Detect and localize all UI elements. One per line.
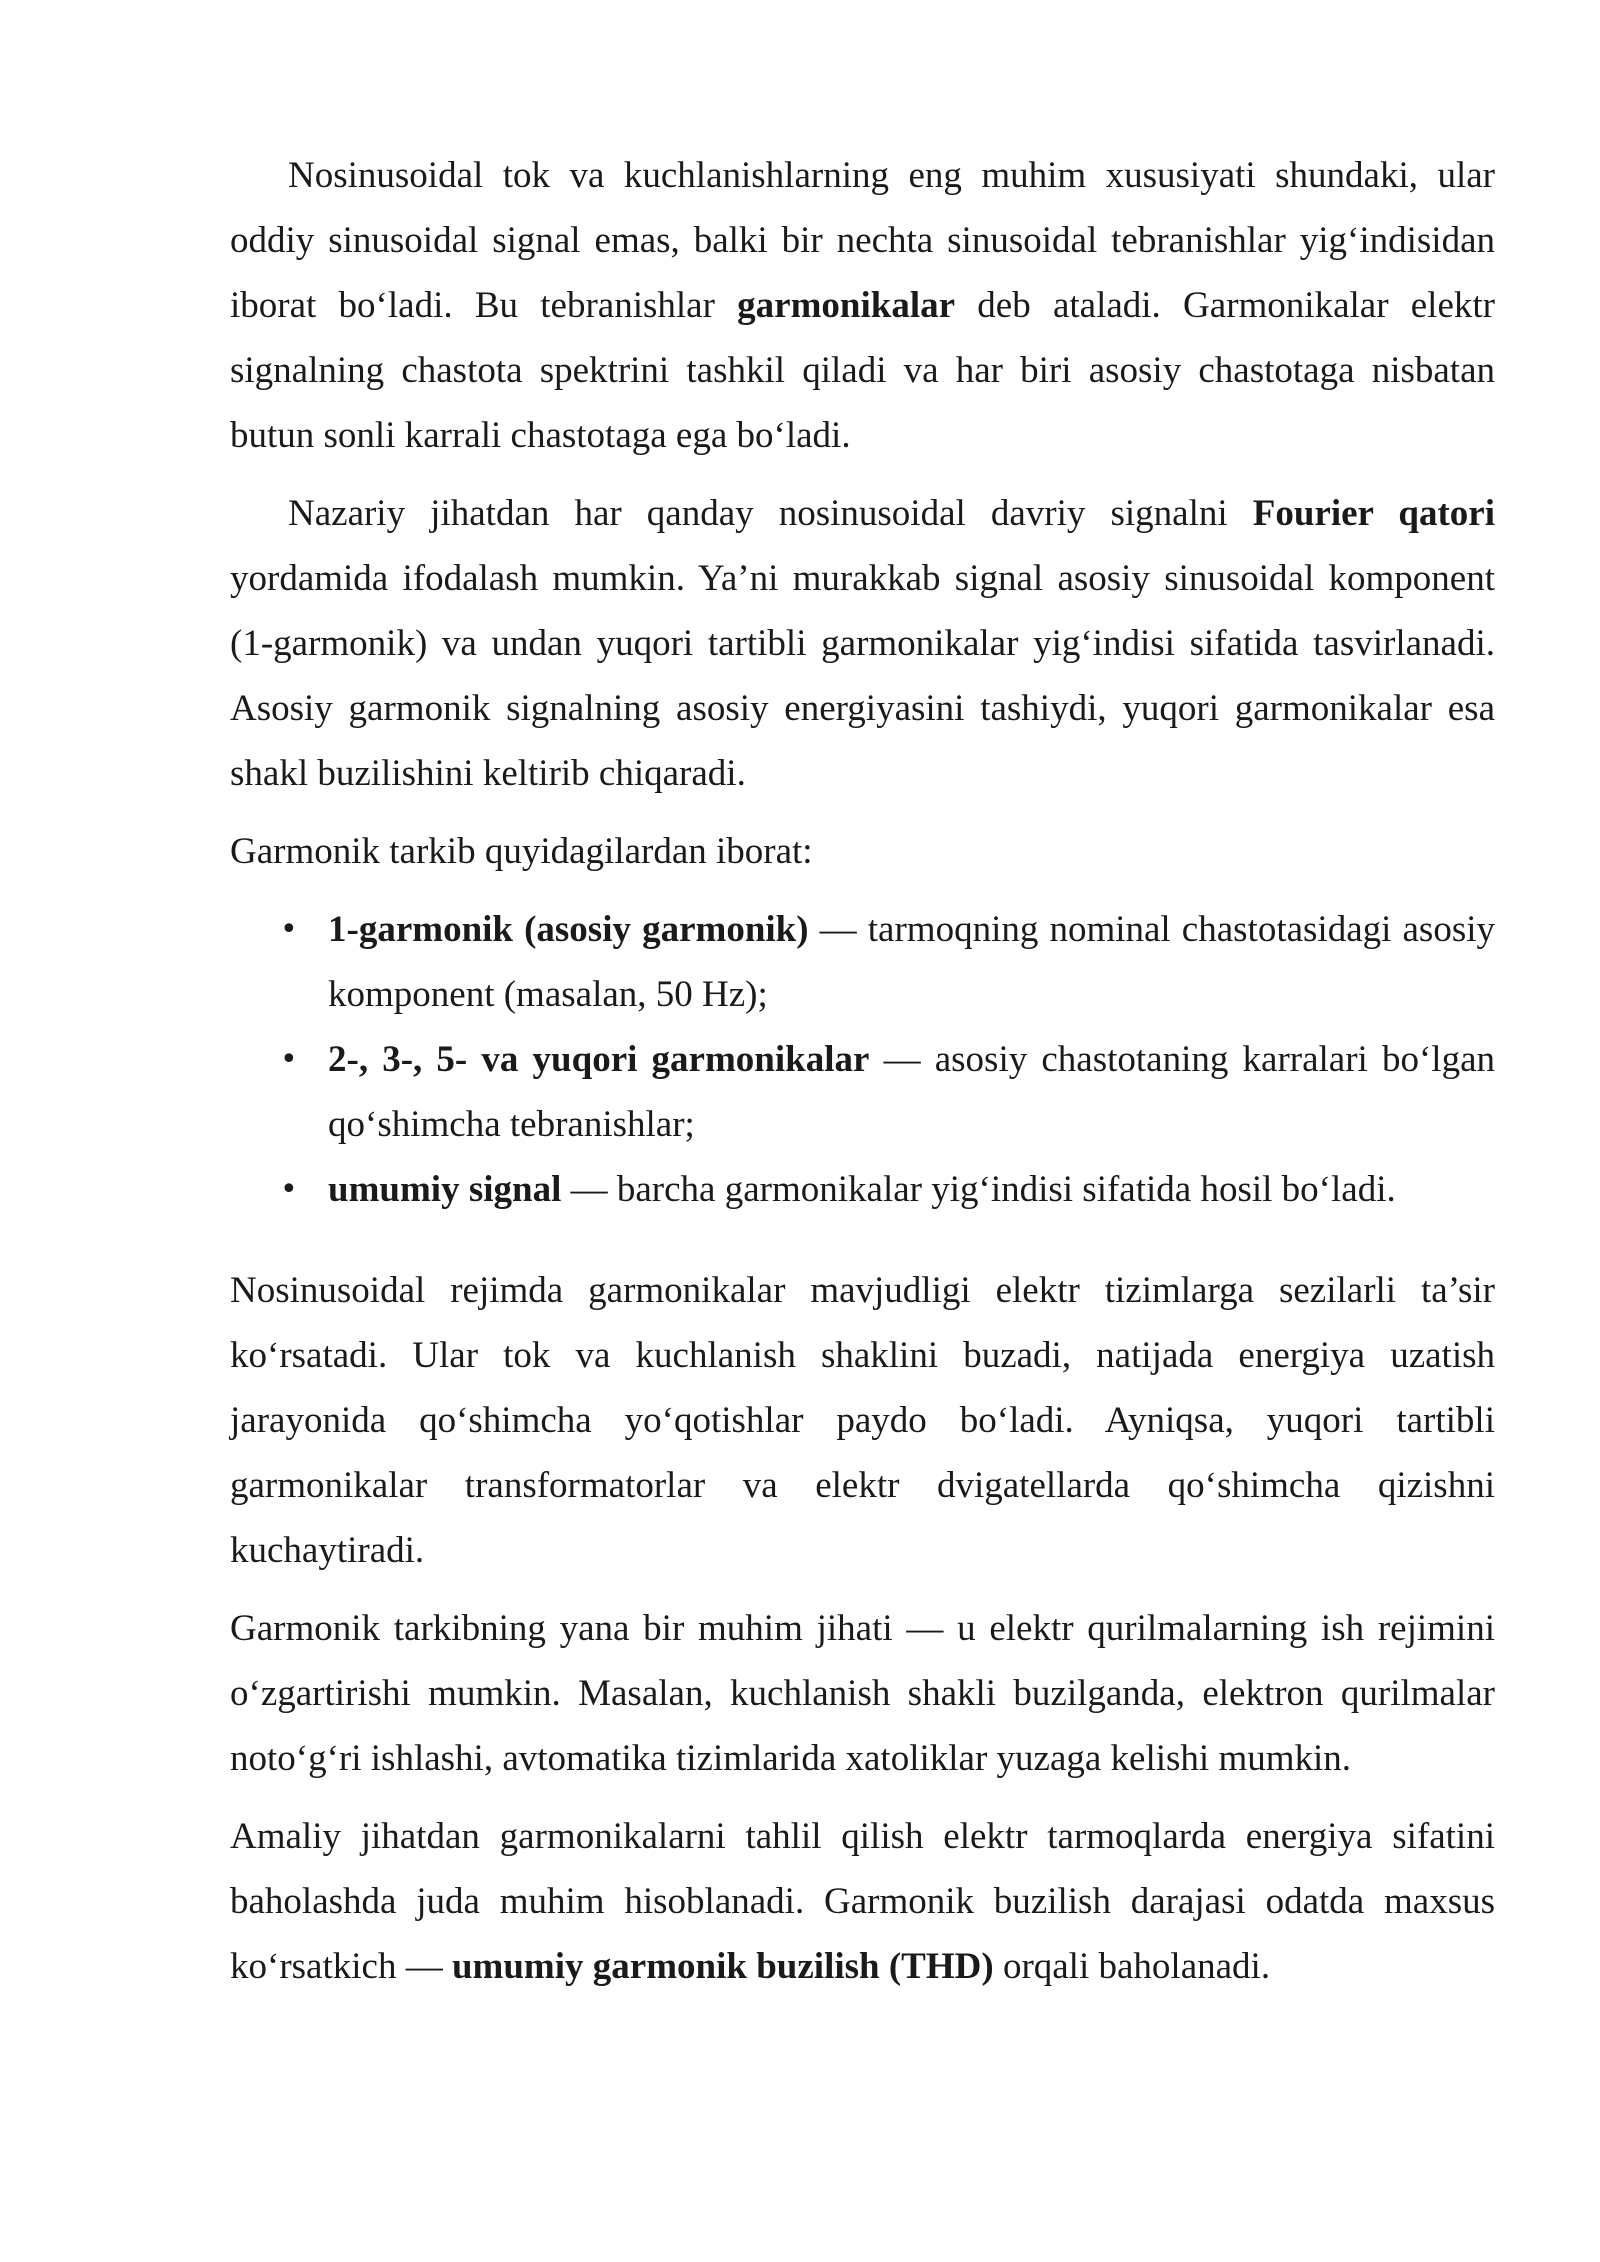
harmonic-composition-list	[230, 897, 1495, 1222]
text-run: Nosinusoidal rejimda garmonikalar mavjudligi elektr tizimlarga sezilarli ta’sir ko‘rsatadi. Ular tok va kuchlanish shaklini buzadi, natijada energiya uzatish jarayonida qo‘shimcha yo‘qotishlar paydo bo‘ladi. Ayniqsa, yuqori tartibli garmonikalar transformatorlar va elektr dvigatellarda qo‘shimcha qizishni kuchaytiradi.	[230, 1270, 1495, 1571]
paragraph-list-intro	[230, 819, 1495, 884]
paragraph-device-operation	[230, 1596, 1495, 1791]
list-item-term: umumiy signal	[328, 1169, 562, 1210]
list-item	[230, 897, 1495, 1027]
bullet-icon: •	[280, 1172, 298, 1207]
list-item	[230, 1027, 1495, 1157]
paragraph-thd	[230, 1804, 1495, 1999]
text-run: orqali baholanadi.	[993, 1946, 1271, 1987]
list-item	[230, 1157, 1495, 1222]
bold-term-fourier-qatori: Fourier qatori	[1252, 493, 1495, 534]
document-page	[230, 143, 1495, 2012]
list-item-term: 1-garmonik (asosiy garmonik)	[328, 909, 809, 950]
list-item-term: 2-, 3-, 5- va yuqori garmonikalar	[328, 1039, 870, 1080]
list-item-description: — tarmoqning nominal chastotasidagi asosiy komponent (masalan, 50 Hz);	[328, 909, 1496, 1015]
bullet-icon: •	[280, 912, 298, 947]
text-run: Amaliy jihatdan garmonikalarni tahlil qilish elektr tarmoqlarda energiya sifatini baholashda juda muhim hisoblanadi. Garmonik buzilish darajasi odatda maxsus ko‘rsatkich —	[230, 1816, 1495, 1987]
paragraph-harmonics-intro	[230, 143, 1495, 468]
list-item-description: — asosiy chastotaning karralari bo‘lgan qo‘shimcha tebranishlar;	[328, 1039, 1495, 1145]
bullet-icon: •	[280, 1042, 298, 1077]
paragraph-nonsinusoidal-effects	[230, 1258, 1495, 1583]
text-run: Garmonik tarkibning yana bir muhim jihati — u elektr qurilmalarning ish rejimini o‘zgartirishi mumkin. Masalan, kuchlanish shakli buzilganda, elektron qurilmalar noto‘g‘ri ishlashi, avtomatika tizimlarida xatoliklar yuzaga kelishi mumkin.	[230, 1608, 1495, 1779]
bold-term-garmonikalar: garmonikalar	[737, 285, 956, 326]
text-run: deb ataladi. Garmonikalar elektr signalning chastota spektrini tashkil qiladi va har biri asosiy chastotaga nisbatan butun sonli karrali chastotaga ega bo‘ladi.	[230, 285, 1495, 456]
text-run: Nosinusoidal tok va kuchlanishlarning eng muhim xususiyati shundaki, ular oddiy sinusoidal signal emas, balki bir nechta sinusoidal tebranishlar yig‘indisidan iborat bo‘ladi. Bu tebranishlar	[230, 155, 1495, 326]
paragraph-fourier	[230, 481, 1495, 806]
text-run: Nazariy jihatdan har qanday nosinusoidal davriy signalni	[288, 493, 1253, 534]
text-run: Garmonik tarkib quyidagilardan iborat:	[230, 831, 813, 872]
bold-term-thd: umumiy garmonik buzilish (THD)	[451, 1946, 994, 1987]
list-item-description: — barcha garmonikalar yig‘indisi sifatida hosil bo‘ladi.	[561, 1169, 1396, 1210]
text-run: yordamida ifodalash mumkin. Ya’ni murakkab signal asosiy sinusoidal komponent (1-garmonik) va undan yuqori tartibli garmonikalar yig‘indisi sifatida tasvirlanadi. Asosiy garmonik signalning asosiy energiyasini tashiydi, yuqori garmonikalar esa shakl buzilishini keltirib chiqaradi.	[230, 558, 1495, 794]
